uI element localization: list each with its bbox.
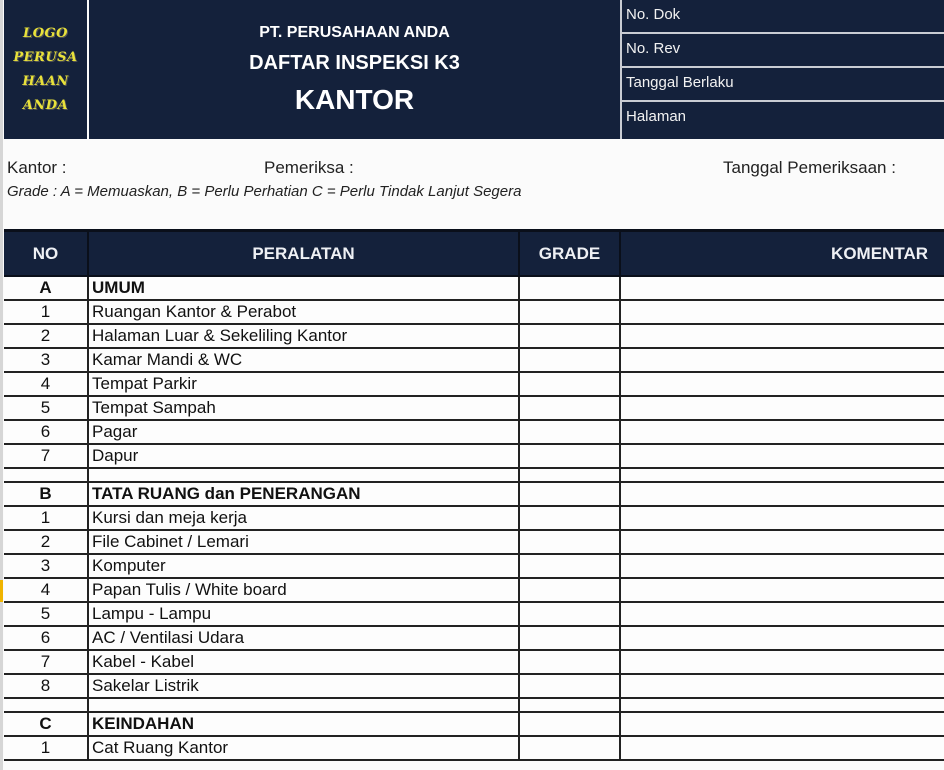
cell-grade[interactable] <box>519 626 620 650</box>
meta-tanggal-berlaku[interactable]: Tanggal Berlaku <box>622 68 944 102</box>
table-body <box>4 276 944 760</box>
cell-komentar[interactable] <box>620 300 944 324</box>
cell-peralatan[interactable]: Sakelar Listrik <box>88 674 519 698</box>
cell-no[interactable]: 5 <box>4 602 88 626</box>
cell-no[interactable]: 4 <box>4 578 88 602</box>
cell-komentar[interactable] <box>620 578 944 602</box>
table-row <box>4 372 944 396</box>
inspection-info <box>0 140 944 228</box>
table-row <box>4 348 944 372</box>
title-block <box>89 0 620 139</box>
cell-komentar[interactable] <box>620 444 944 468</box>
cell-peralatan[interactable]: AC / Ventilasi Udara <box>88 626 519 650</box>
cell-komentar[interactable] <box>620 506 944 530</box>
cell-no[interactable]: C <box>4 712 88 736</box>
blank-row <box>4 698 944 712</box>
table-row <box>4 396 944 420</box>
cell-no[interactable]: 1 <box>4 300 88 324</box>
cell-no[interactable]: A <box>4 276 88 300</box>
cell-grade[interactable] <box>519 300 620 324</box>
cell-peralatan[interactable]: Kabel - Kabel <box>88 650 519 674</box>
cell-peralatan[interactable]: Papan Tulis / White board <box>88 578 519 602</box>
cell-grade[interactable] <box>519 530 620 554</box>
cell-komentar[interactable] <box>620 372 944 396</box>
document-header <box>0 0 944 140</box>
cell-komentar[interactable] <box>620 554 944 578</box>
cell-no[interactable] <box>4 468 88 482</box>
cell-komentar[interactable] <box>620 420 944 444</box>
cell-no[interactable]: 2 <box>4 530 88 554</box>
cell-peralatan[interactable]: Halaman Luar & Sekeliling Kantor <box>88 324 519 348</box>
table-row <box>4 506 944 530</box>
document-meta <box>620 0 944 139</box>
cell-grade[interactable] <box>519 396 620 420</box>
cell-peralatan[interactable]: Ruangan Kantor & Perabot <box>88 300 519 324</box>
table-row <box>4 650 944 674</box>
table-row <box>4 736 944 760</box>
cell-grade[interactable] <box>519 444 620 468</box>
logo-line: LOGO <box>23 25 68 41</box>
cell-no[interactable]: 8 <box>4 674 88 698</box>
cell-no[interactable]: 3 <box>4 348 88 372</box>
cell-grade[interactable] <box>519 698 620 712</box>
company-logo-placeholder <box>4 0 87 139</box>
column-header-komentar[interactable]: KOMENTAR <box>620 231 944 277</box>
logo-line: ANDA <box>22 97 69 113</box>
cell-peralatan[interactable]: Tempat Sampah <box>88 396 519 420</box>
cell-komentar[interactable] <box>620 324 944 348</box>
table-row <box>4 626 944 650</box>
cell-peralatan[interactable] <box>88 698 519 712</box>
cell-grade[interactable] <box>519 736 620 760</box>
table-row <box>4 578 944 602</box>
cell-no[interactable]: 2 <box>4 324 88 348</box>
table-row <box>4 444 944 468</box>
table-row <box>4 674 944 698</box>
meta-no-rev[interactable]: No. Rev <box>622 34 944 68</box>
table-header-row <box>4 231 944 277</box>
cell-peralatan[interactable]: KEINDAHAN <box>88 712 519 736</box>
cell-no[interactable]: B <box>4 482 88 506</box>
cell-peralatan[interactable]: UMUM <box>88 276 519 300</box>
row-selection-marker <box>0 580 3 602</box>
cell-grade[interactable] <box>519 506 620 530</box>
inspection-table <box>4 229 944 761</box>
cell-no[interactable]: 6 <box>4 626 88 650</box>
cell-peralatan[interactable]: Lampu - Lampu <box>88 602 519 626</box>
section-row <box>4 276 944 300</box>
cell-no[interactable]: 3 <box>4 554 88 578</box>
cell-no[interactable]: 5 <box>4 396 88 420</box>
column-header-peralatan[interactable]: PERALATAN <box>88 231 519 277</box>
cell-peralatan[interactable]: Komputer <box>88 554 519 578</box>
cell-grade[interactable] <box>519 482 620 506</box>
cell-peralatan[interactable]: File Cabinet / Lemari <box>88 530 519 554</box>
cell-komentar[interactable] <box>620 650 944 674</box>
cell-peralatan[interactable]: Cat Ruang Kantor <box>88 736 519 760</box>
cell-komentar[interactable] <box>620 348 944 372</box>
cell-komentar[interactable] <box>620 698 944 712</box>
column-header-grade[interactable]: GRADE <box>519 231 620 277</box>
document-title: DAFTAR INSPEKSI K3 <box>249 52 460 74</box>
section-row <box>4 712 944 736</box>
cell-no[interactable]: 6 <box>4 420 88 444</box>
cell-grade[interactable] <box>519 348 620 372</box>
tanggal-pemeriksaan-label[interactable]: Tanggal Pemeriksaan : <box>723 158 896 177</box>
company-name: PT. PERUSAHAAN ANDA <box>259 24 450 41</box>
cell-komentar[interactable] <box>620 602 944 626</box>
cell-no[interactable]: 1 <box>4 506 88 530</box>
column-header-no[interactable]: NO <box>4 231 88 277</box>
cell-komentar[interactable] <box>620 530 944 554</box>
cell-komentar[interactable] <box>620 482 944 506</box>
table-row <box>4 420 944 444</box>
logo-line: HAAN <box>22 73 69 89</box>
cell-grade[interactable] <box>519 468 620 482</box>
cell-grade[interactable] <box>519 420 620 444</box>
cell-grade[interactable] <box>519 276 620 300</box>
cell-komentar[interactable] <box>620 396 944 420</box>
cell-grade[interactable] <box>519 578 620 602</box>
table-row <box>4 602 944 626</box>
document-subtitle: KANTOR <box>294 84 415 115</box>
cell-peralatan[interactable]: Kursi dan meja kerja <box>88 506 519 530</box>
table-row <box>4 300 944 324</box>
cell-komentar[interactable] <box>620 468 944 482</box>
cell-peralatan[interactable]: Kamar Mandi & WC <box>88 348 519 372</box>
pemeriksa-label[interactable]: Pemeriksa : <box>264 158 354 177</box>
cell-grade[interactable] <box>519 324 620 348</box>
cell-peralatan[interactable]: Pagar <box>88 420 519 444</box>
kantor-label[interactable]: Kantor : <box>7 158 67 177</box>
cell-grade[interactable] <box>519 674 620 698</box>
table-row <box>4 554 944 578</box>
cell-grade[interactable] <box>519 650 620 674</box>
cell-peralatan[interactable] <box>88 468 519 482</box>
cell-komentar[interactable] <box>620 674 944 698</box>
grade-legend: Grade : A = Memuaskan, B = Perlu Perhatian C = Perlu Tindak Lanjut Segera <box>7 183 522 200</box>
cell-no[interactable]: 7 <box>4 650 88 674</box>
meta-no-dok[interactable]: No. Dok <box>622 0 944 34</box>
cell-no[interactable]: 1 <box>4 736 88 760</box>
cell-peralatan[interactable]: TATA RUANG dan PENERANGAN <box>88 482 519 506</box>
meta-halaman[interactable]: Halaman <box>626 108 687 125</box>
logo-line: PERUSA <box>13 49 78 65</box>
cell-no[interactable]: 7 <box>4 444 88 468</box>
section-row <box>4 482 944 506</box>
cell-grade[interactable] <box>519 554 620 578</box>
cell-peralatan[interactable]: Tempat Parkir <box>88 372 519 396</box>
cell-komentar[interactable] <box>620 736 944 760</box>
cell-no[interactable] <box>4 698 88 712</box>
table-row <box>4 324 944 348</box>
cell-no[interactable]: 4 <box>4 372 88 396</box>
cell-komentar[interactable] <box>620 712 944 736</box>
cell-grade[interactable] <box>519 372 620 396</box>
blank-row <box>4 468 944 482</box>
cell-grade[interactable] <box>519 712 620 736</box>
table-row <box>4 530 944 554</box>
cell-komentar[interactable] <box>620 276 944 300</box>
cell-komentar[interactable] <box>620 626 944 650</box>
cell-grade[interactable] <box>519 602 620 626</box>
cell-peralatan[interactable]: Dapur <box>88 444 519 468</box>
